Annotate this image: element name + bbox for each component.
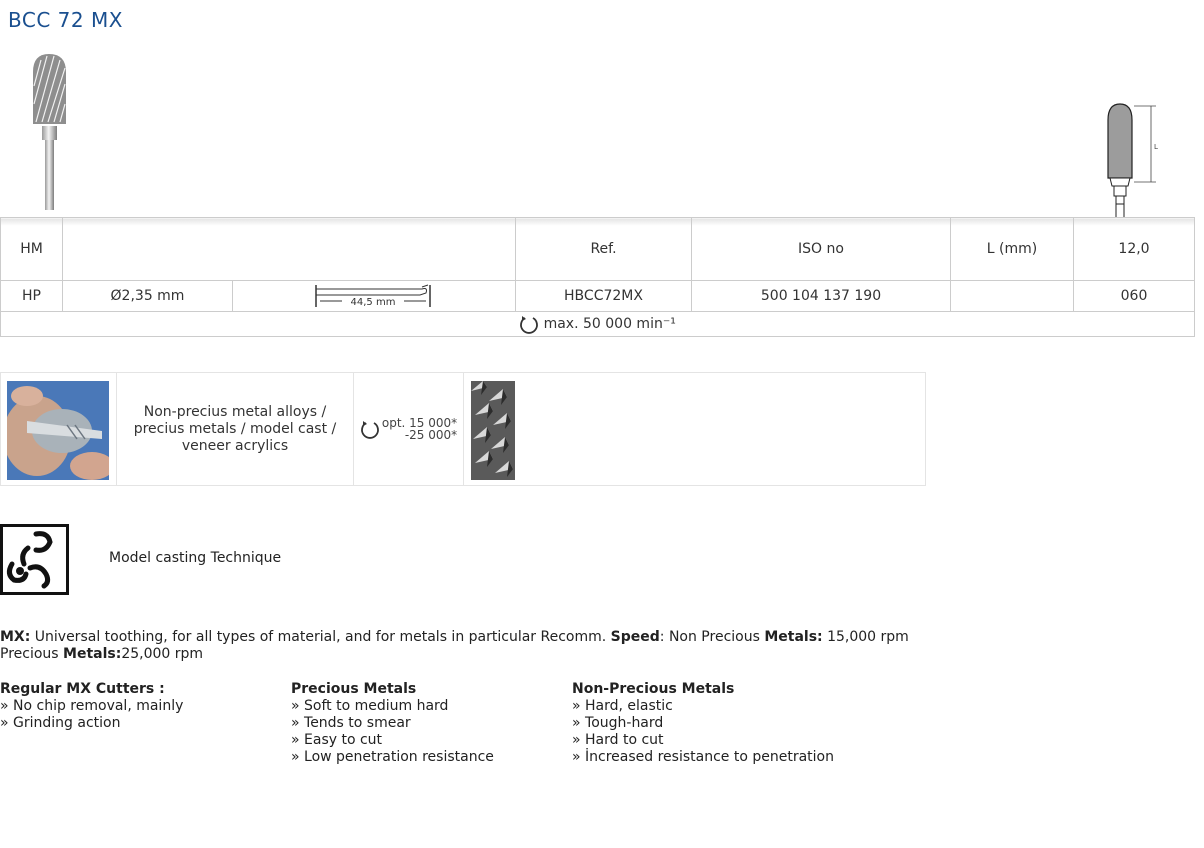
list-item: » Hard to cut <box>572 732 664 748</box>
row-type: HP <box>1 281 63 312</box>
column-precious-metals <box>291 681 494 766</box>
opt-speed-line2: -25 000* <box>404 428 458 442</box>
row-iso: 500 104 137 190 <box>692 281 951 312</box>
opt-speed-line1: opt. 15 000* <box>381 416 458 430</box>
column-heading: Non-Precious Metals <box>572 681 735 697</box>
column-non-precious-metals <box>572 681 834 766</box>
list-item: » Grinding action <box>0 715 121 731</box>
application-photo <box>7 381 109 480</box>
optimal-speed-cell <box>354 373 464 485</box>
spec-table <box>0 217 1195 337</box>
metals-label-2: Metals: <box>63 646 122 662</box>
list-item: » No chip removal, mainly <box>0 698 184 714</box>
max-speed-text: max. 50 000 min⁻¹ <box>543 316 676 332</box>
header-ref: Ref. <box>516 218 692 281</box>
rotation-icon <box>519 314 539 334</box>
list-item: » Tends to smear <box>291 715 411 731</box>
mx-text: Universal toothing, for all types of material, and for metals in particular Recomm. <box>30 629 611 645</box>
list-item: » Hard, elastic <box>572 698 673 714</box>
mx-label: MX: <box>0 629 31 645</box>
row-l <box>951 281 1074 312</box>
list-item: » Tough-hard <box>572 715 664 731</box>
toothing-pattern-image <box>471 381 515 480</box>
row-shank-diagram <box>233 281 516 312</box>
bur-product-image <box>28 52 72 210</box>
list-item: » Easy to cut <box>291 732 383 748</box>
header-blank <box>63 218 516 281</box>
metals-text-2: 25,000 rpm <box>121 646 204 662</box>
rotation-icon <box>360 419 380 439</box>
max-speed-cell <box>1 312 1195 337</box>
dimension-label: L <box>1154 143 1158 151</box>
technique-label: Model casting Technique <box>109 550 282 566</box>
metals-text-1: 15,000 rpm Precious <box>0 629 909 662</box>
product-title: BCC 72 MX <box>8 8 123 32</box>
list-item: » Low penetration resistance <box>291 749 494 765</box>
application-strip <box>0 372 926 486</box>
speed-text: : Non Precious <box>659 629 765 645</box>
column-heading: Regular MX Cutters : <box>0 681 165 697</box>
materials-text: Non-precius metal alloys / precius metals / model cast / veneer acrylics <box>117 373 354 485</box>
row-diameter: Ø2,35 mm <box>63 281 233 312</box>
list-item: » Soft to medium hard <box>291 698 449 714</box>
speed-label: Speed <box>610 629 660 645</box>
shank-length-label: 44,5 mm <box>350 297 396 308</box>
header-iso: ISO no <box>692 218 951 281</box>
description-paragraph <box>0 629 940 663</box>
row-ref: HBCC72MX <box>516 281 692 312</box>
bur-technical-drawing <box>1100 100 1164 218</box>
application-photo-cell <box>1 373 117 485</box>
model-casting-icon <box>0 524 69 595</box>
list-item: » İncreased resistance to penetration <box>572 749 834 765</box>
row-size: 060 <box>1074 281 1195 312</box>
metals-label-1: Metals: <box>764 629 823 645</box>
header-length: L (mm) <box>951 218 1074 281</box>
header-hm: HM <box>1 218 63 281</box>
column-heading: Precious Metals <box>291 681 417 697</box>
column-regular-mx <box>0 681 183 732</box>
header-length-value: 12,0 <box>1074 218 1195 281</box>
